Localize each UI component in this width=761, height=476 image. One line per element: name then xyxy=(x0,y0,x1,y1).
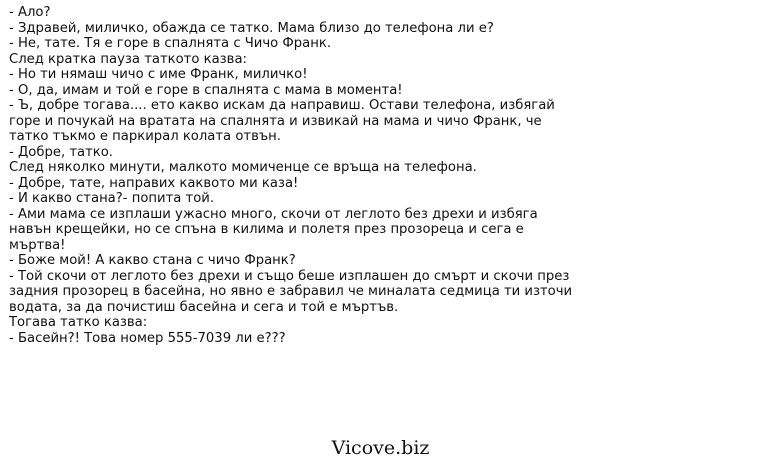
site-watermark: Vicove.biz xyxy=(331,437,430,459)
joke-line: - Ало? xyxy=(9,5,51,20)
joke-line: След кратка пауза таткото казва: xyxy=(9,51,247,67)
joke-line: - Басейн?! Това номер 555-7039 ли е??? xyxy=(9,330,286,346)
joke-line: - О, да, имам и той е горе в спалнята с мама в момента! xyxy=(9,82,403,98)
joke-line: - И какво стана?- попита той. xyxy=(9,191,215,206)
joke-line: - Но ти нямаш чичо с име Франк, миличко! xyxy=(9,67,308,82)
joke-line: - Ъ, добре тогава.... ето какво искам да направиш. Остави телефона, избягай горе и почукай на вратата на спалнята и извикай на мама и чичо Франк, че татко тъкмо е паркирал колата отвън. xyxy=(9,98,555,144)
joke-line: Тогава татко казва: xyxy=(9,315,148,330)
joke-line: - Добре, татко. xyxy=(9,144,113,160)
joke-line: - Боже мой! А какво стана с чичо Франк? xyxy=(9,253,296,268)
joke-line: - Здравей, миличко, обажда се татко. Мама близо до телефона ли е? xyxy=(9,20,494,36)
joke-text xyxy=(9,5,757,346)
joke-line: - Той скочи от леглото без дрехи и също беше изплашен до смърт и скочи през задния прозорец в басейна, но явно е забравил че миналата седмица ти източи водата, за да почистиш басейна и сега и той е мъртъв. xyxy=(9,268,573,315)
joke-line: - Добре, тате, направих каквото ми каза! xyxy=(9,175,299,191)
joke-line: - Ами мама се изплаши ужасно много, скочи от леглото без дрехи и избяга навън крещейки, но се спъна в килима и полетя през прозореца и сега е мъртва! xyxy=(9,206,538,253)
joke-line: - Не, тате. Тя е горе в спалнята с Чичо Франк. xyxy=(9,36,332,51)
joke-line: След няколко минути, малкото момиченце се връща на телефона. xyxy=(9,160,477,175)
